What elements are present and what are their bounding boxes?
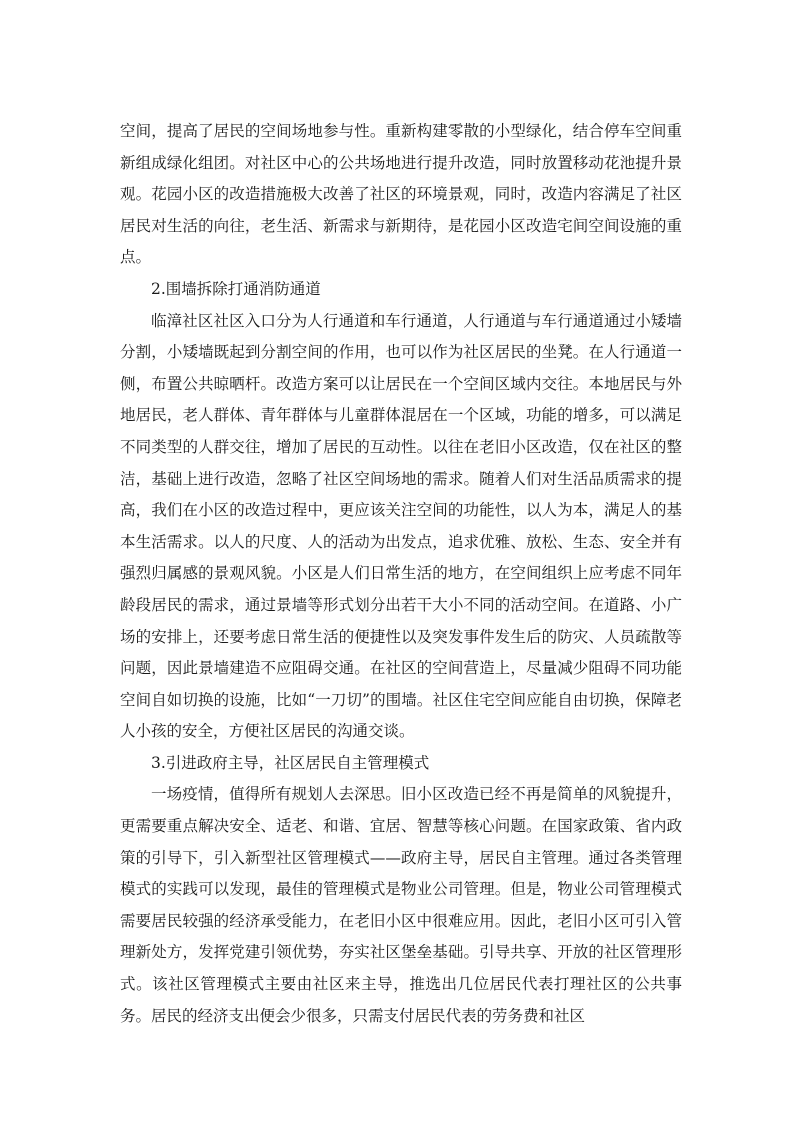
paragraph-continued: 空间，提高了居民的空间场地参与性。重新构建零散的小型绿化，结合停车空间重新组成绿化组团。对社区中心的公共场地进行提升改造，同时放置移动花池提升景观。花园小区的改造措施极大改善了社区的环境景观，同时，改造内容满足了社区居民对生活的向往，老生活、新需求与新期待，是花园小区改造宅间空间设施的重点。 [120, 122, 682, 267]
section-heading-3: 3.引进政府主导，社区居民自主管理模式 [151, 753, 430, 772]
paragraph-fire-passage: 临漳社区社区入口分为人行通道和车行通道，人行通道与车行通道通过小矮墙分割，小矮墙既起到分割空间的作用，也可以作为社区居民的坐凳。在人行通道一侧，布置公共晾晒杆。改造方案可以让居民在一个空间区域内交往。本地居民与外地居民，老人群体、青年群体与儿童群体混居在一个区域，功能的增多，可以满足不同类型的人群交往，增加了居民的互动性。以往在老旧小区改造，仅在社区的整洁，基础上进行改造，忽略了社区空间场地的需求。随着人们对生活品质需求的提高，我们在小区的改造过程中，更应该关注空间的功能性，以人为本，满足人的基本生活需求。以人的尺度、人的活动为出发点，追求优雅、放松、生态、安全并有强烈归属感的景观风貌。小区是人们日常生活的地方，在空间组织上应考虑不同年龄段居民的需求，通过景墙等形式划分出若干大小不同的活动空间。在道路、小广场的安排上，还要考虑日常生活的便捷性以及突发事件发生后的防灾、人员疏散等问题，因此景墙建造不应阻碍交通。在社区的空间营造上，尽量减少阻碍不同功能空间自如切换的设施，比如“一刀切”的围墙。社区住宅空间应能自由切换，保障老人小孩的安全，方便社区居民的沟通交谈。 [120, 311, 682, 741]
paragraph-management-mode: 一场疫情，值得所有规划人去深思。旧小区改造已经不再是简单的风貌提升，更需要重点解决安全、适老、和谐、宜居、智慧等核心问题。在国家政策、省内政策的引导下，引入新型社区管理模式——政府主导，居民自主管理。通过各类管理模式的实践可以发现，最佳的管理模式是物业公司管理。但是，物业公司管理模式需要居民较强的经济承受能力，在老旧小区中很难应用。因此，老旧小区可引入管理新处方，发挥党建引领优势，夯实社区堡垒基础。引导共享、开放的社区管理形式。该社区管理模式主要由社区来主导，推选出几位居民代表打理社区的公共事务。居民的经济支出便会少很多，只需支付居民代表的劳务费和社区 [120, 785, 682, 1025]
document-page [120, 116, 682, 1032]
section-heading-2: 2.围墙拆除打通消防通道 [151, 279, 321, 298]
